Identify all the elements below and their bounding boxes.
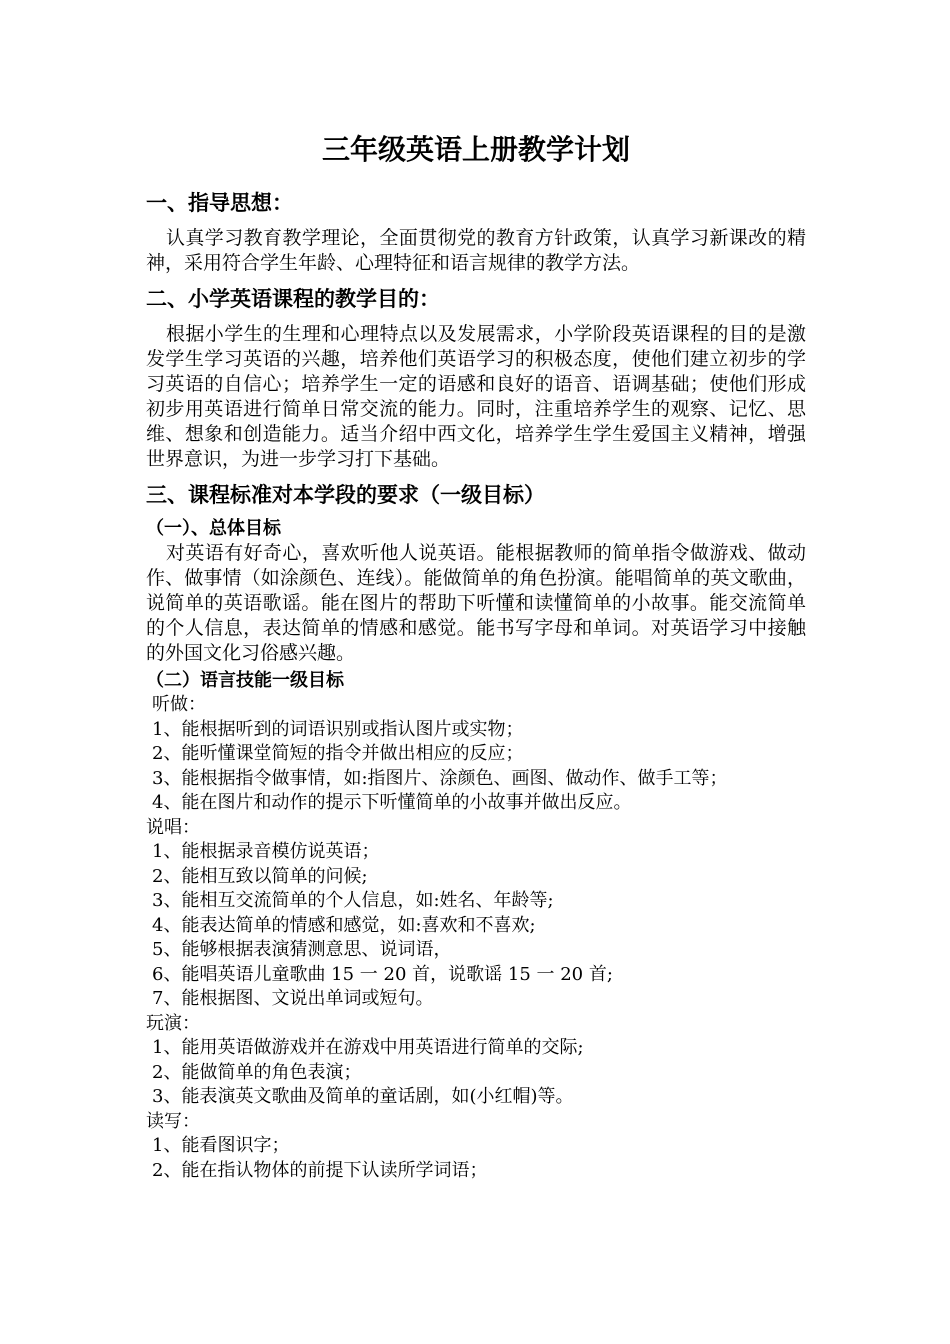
list-item: 2、能相互致以简单的问候; (152, 865, 368, 887)
list-item: 1、能根据听到的词语识别或指认图片或实物； (152, 718, 524, 740)
section-1-heading: 一、指导思想： (146, 190, 293, 215)
document-title: 三年级英语上册教学计划 (321, 133, 630, 166)
document-page (146, 130, 806, 1183)
list-item: 2、能做简单的角色表演； (152, 1061, 362, 1083)
list-item: 4、能在图片和动作的提示下听懂简单的小故事并做出反应。 (152, 792, 632, 813)
section-3-heading: 三、课程标准对本学段的要求（一级目标） (146, 482, 545, 507)
section-2-heading: 二、小学英语课程的教学目的： (146, 286, 440, 311)
read-label: 读写： (146, 1110, 200, 1132)
speak-label: 说唱： (146, 816, 200, 838)
list-item: 1、能用英语做游戏并在游戏中用英语进行简单的交际; (152, 1037, 584, 1058)
list-item: 2、能在指认物体的前提下认读所学词语； (152, 1159, 488, 1181)
section-2-body: 根据小学生的生理和心理特点以及发展需求，小学阶段英语课程的目的是激发学生学习英语的兴趣，培养他们英语学习的积极态度，使他们建立初步的学习英语的自信心；培养学生一定的语感和良好的语音、语调基础；使他们形成初步用英语进行简单日常交流的能力。同时，注重培养学生的观察、记忆、思维、想象和创造能力。适当介绍中西文化，培养学生学生爱国主义精神，增强世界意识，为进一步学习打下基础。 (146, 323, 806, 470)
list-item: 1、能看图识字； (152, 1135, 290, 1156)
play-label: 玩演： (146, 1012, 200, 1034)
sub-2-heading: （二）语言技能一级目标 (146, 670, 344, 691)
list-item: 3、能表演英文歌曲及简单的童话剧，如(小红帽)等。 (152, 1086, 574, 1107)
list-item: 3、能相互交流简单的个人信息，如:姓名、年龄等; (152, 890, 554, 911)
list-item: 1、能根据录音模仿说英语； (152, 841, 380, 862)
list-item: 6、能唱英语儿童歌曲 15 一 20 首，说歌谣 15 一 20 首; (152, 963, 613, 985)
list-item: 4、能表达简单的情感和感觉，如:喜欢和不喜欢; (152, 914, 536, 936)
sub-1-body: 对英语有好奇心，喜欢听他人说英语。能根据教师的简单指令做游戏、做动作、做事情（如涂颜色、连线）。能做简单的角色扮演。能唱简单的英文歌曲，说简单的英语歌谣。能在图片的帮助下听懂和读懂简单的小故事。能交流简单的个人信息，表达简单的情感和感觉。能书写字母和单词。对英语学习中接触的外国文化习俗感兴趣。 (146, 542, 806, 664)
list-item: 7、能根据图、文说出单词或短句。 (152, 988, 434, 1009)
sub-1-heading: （一）、总体目标 (146, 518, 281, 539)
list-item: 2、能听懂课堂简短的指令并做出相应的反应； (152, 743, 524, 764)
listen-label: 听做： (152, 694, 206, 715)
section-1-body: 认真学习教育教学理论，全面贯彻党的教育方针政策，认真学习新课改的精神，采用符合学生年龄、心理特征和语言规律的教学方法。 (146, 227, 806, 274)
list-item: 5、能够根据表演猜测意思、说词语， (152, 939, 452, 960)
list-item: 3、能根据指令做事情，如:指图片、涂颜色、画图、做动作、做手工等； (152, 767, 728, 789)
